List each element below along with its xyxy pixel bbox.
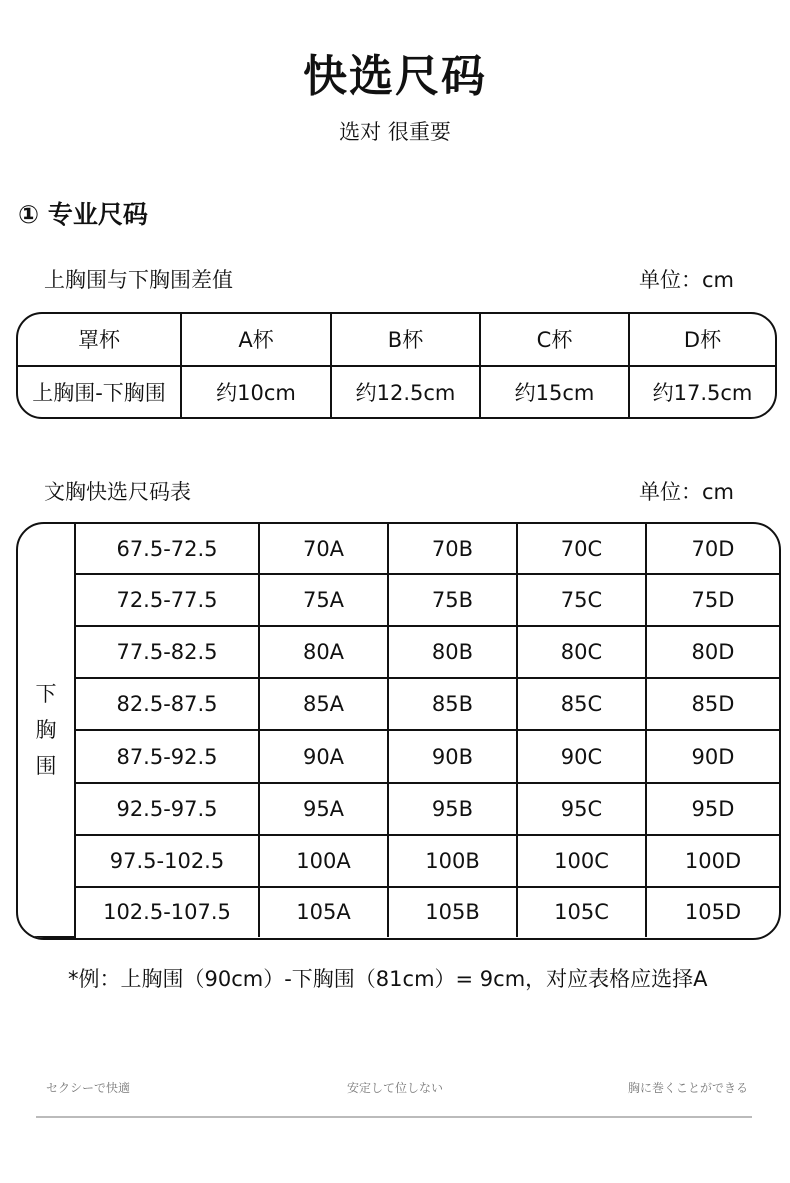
size-cell: 90B	[388, 730, 517, 782]
size-cell: 75B	[388, 574, 517, 626]
diff-table-unit: 单位：cm	[638, 268, 734, 292]
size-cell: 70A	[259, 524, 388, 574]
size-cell: 105D	[646, 887, 779, 937]
size-cell: 80C	[517, 626, 646, 678]
table-header-cell: A杯	[181, 314, 331, 366]
underbust-range-cell: 72.5-77.5	[75, 574, 259, 626]
table-cell: 约12.5cm	[331, 366, 480, 418]
table-header-cell: D杯	[629, 314, 775, 366]
size-cell: 95A	[259, 783, 388, 835]
page-title: 快选尺码	[303, 51, 487, 102]
table-cell: 约15cm	[480, 366, 629, 418]
table-header-row	[18, 314, 775, 366]
size-cell: 90D	[646, 730, 779, 782]
table-row	[18, 678, 779, 730]
size-cell: 90C	[517, 730, 646, 782]
footer-divider	[36, 1116, 752, 1118]
table-row	[18, 574, 779, 626]
size-cell: 85C	[517, 678, 646, 730]
size-cell: 75A	[259, 574, 388, 626]
size-cell: 85B	[388, 678, 517, 730]
size-table-caption: 文胸快选尺码表	[44, 480, 191, 504]
underbust-label-char: 围	[35, 754, 57, 778]
underbust-range-cell: 87.5-92.5	[75, 730, 259, 782]
size-table-unit: 单位：cm	[638, 480, 734, 504]
size-cell: 100C	[517, 835, 646, 887]
table-row	[18, 835, 779, 887]
footer-feature-1: セクシーで快適	[46, 1081, 131, 1095]
table-header-cell: B杯	[331, 314, 480, 366]
size-cell: 100D	[646, 835, 779, 887]
underbust-label	[18, 524, 75, 937]
size-cell: 80B	[388, 626, 517, 678]
table-cell: 约10cm	[181, 366, 331, 418]
size-cell: 70B	[388, 524, 517, 574]
table-row	[18, 887, 779, 937]
table-header-cell: 罩杯	[18, 314, 181, 366]
underbust-range-cell: 77.5-82.5	[75, 626, 259, 678]
table-row	[18, 626, 779, 678]
table-row	[18, 524, 779, 574]
table-row	[18, 366, 775, 418]
table-row	[18, 783, 779, 835]
size-cell: 95C	[517, 783, 646, 835]
size-cell: 75C	[517, 574, 646, 626]
footer-feature-2: 安定して位しない	[346, 1081, 443, 1095]
size-cell: 80D	[646, 626, 779, 678]
size-cell: 100B	[388, 835, 517, 887]
page-subtitle: 选对 很重要	[339, 120, 451, 144]
size-cell: 75D	[646, 574, 779, 626]
size-cell: 80A	[259, 626, 388, 678]
table-cell: 约17.5cm	[629, 366, 775, 418]
size-cell: 85D	[646, 678, 779, 730]
size-cell: 105B	[388, 887, 517, 937]
underbust-label-char: 胸	[35, 718, 57, 742]
underbust-range-cell: 82.5-87.5	[75, 678, 259, 730]
size-cell: 85A	[259, 678, 388, 730]
example-note: *例：上胸围（90cm）-下胸围（81cm）= 9cm，对应表格应选择A	[68, 967, 708, 991]
size-cell: 70D	[646, 524, 779, 574]
diff-table-caption: 上胸围与下胸围差值	[44, 268, 233, 292]
underbust-range-cell: 102.5-107.5	[75, 887, 259, 937]
size-cell: 105A	[259, 887, 388, 937]
size-cell: 105C	[517, 887, 646, 937]
table-cell: 上胸围-下胸围	[18, 366, 181, 418]
footer-feature-3: 胸に巻くことができる	[627, 1081, 748, 1095]
section-heading: ① 专业尺码	[18, 200, 148, 229]
table-header-cell: C杯	[480, 314, 629, 366]
size-cell: 70C	[517, 524, 646, 574]
size-cell: 90A	[259, 730, 388, 782]
size-cell: 100A	[259, 835, 388, 887]
underbust-range-cell: 67.5-72.5	[75, 524, 259, 574]
underbust-range-cell: 97.5-102.5	[75, 835, 259, 887]
size-cell: 95B	[388, 783, 517, 835]
size-chart-table	[16, 522, 781, 940]
size-cell: 95D	[646, 783, 779, 835]
underbust-range-cell: 92.5-97.5	[75, 783, 259, 835]
cup-difference-table	[16, 312, 777, 419]
underbust-label-char: 下	[35, 682, 57, 706]
table-row	[18, 730, 779, 782]
